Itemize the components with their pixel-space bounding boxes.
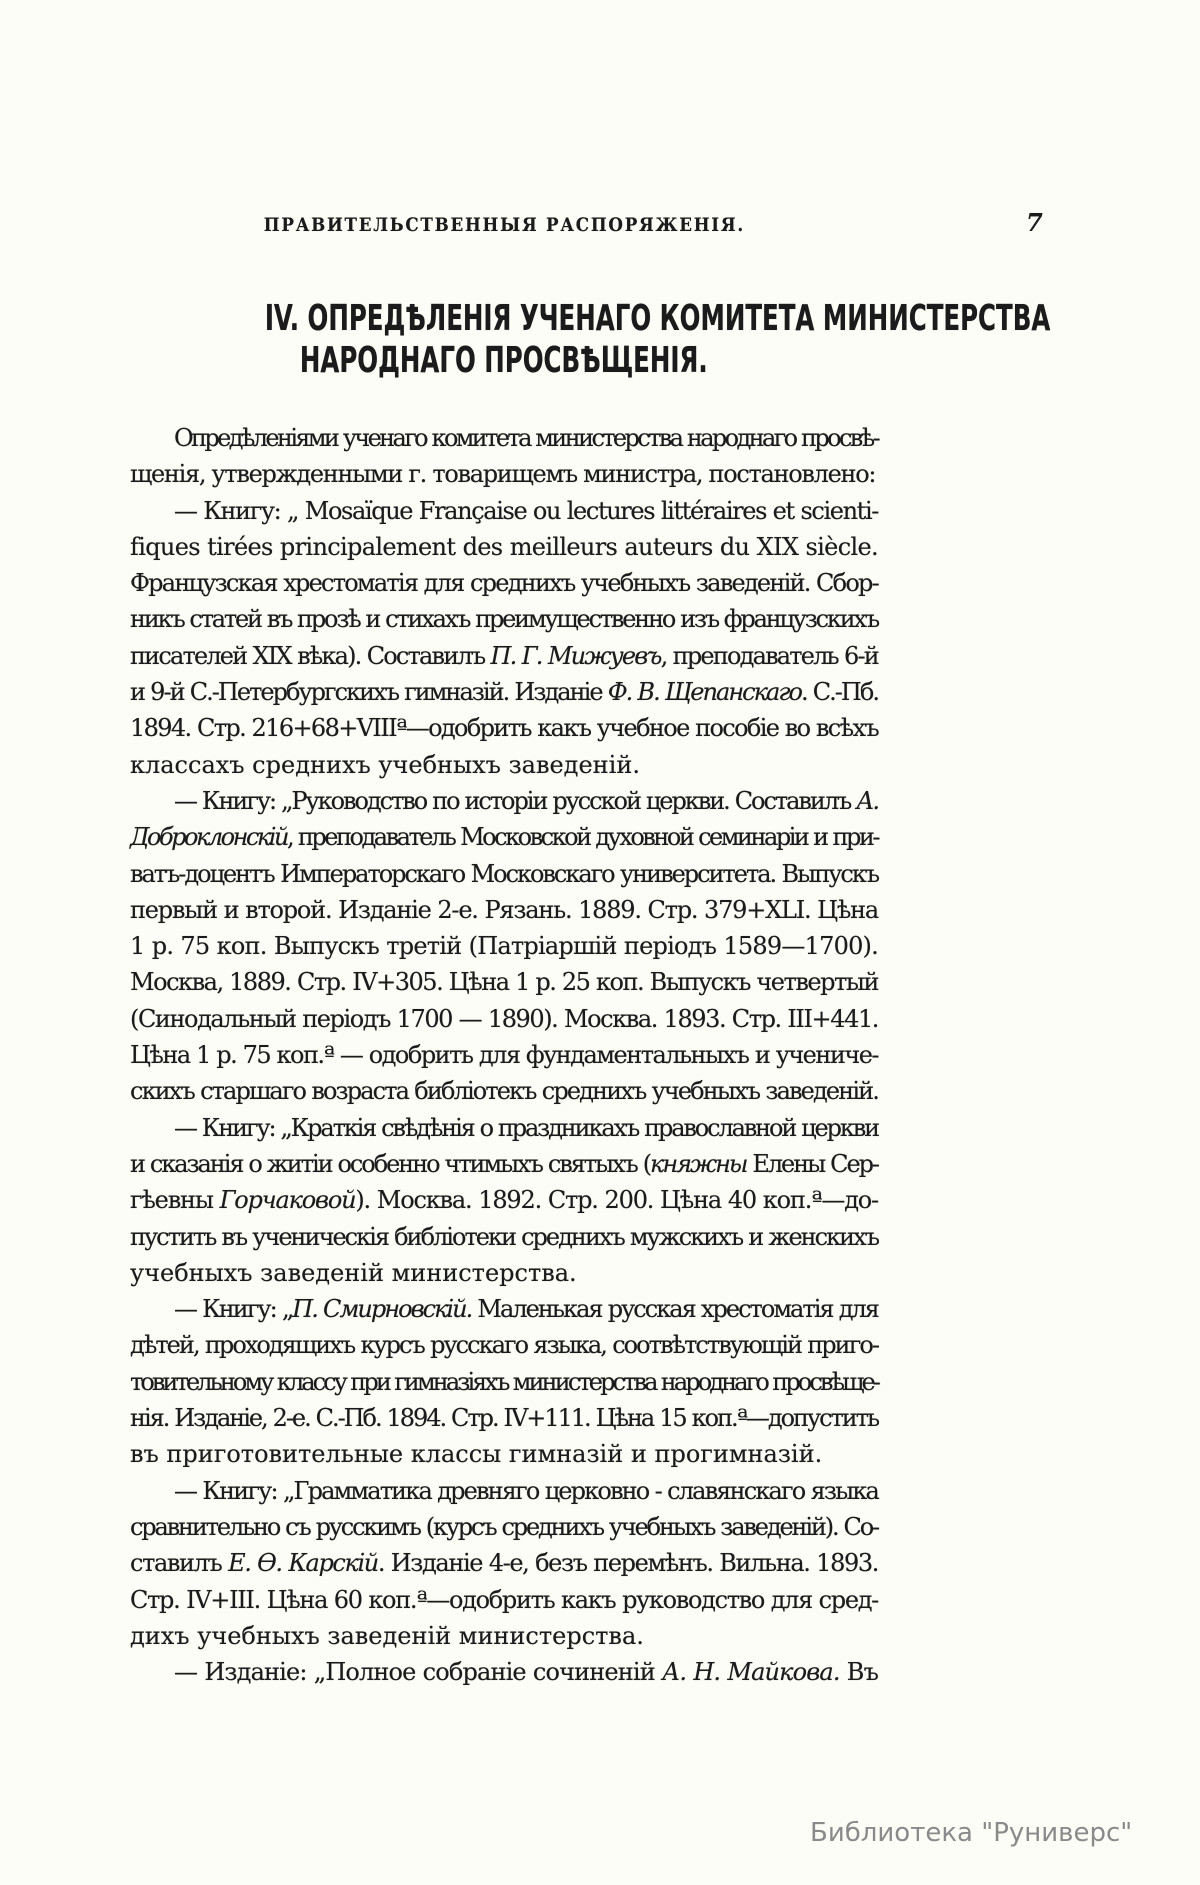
body-line-italic-segment: А. [856,786,878,815]
body-text [130,420,878,1690]
body-line-segment: Елены Сер- [746,1149,878,1178]
body-line-segment: — Изданіе: „Полное собраніе сочиненій [174,1658,663,1687]
body-line [130,1545,878,1581]
body-line-segment: (Синодальный періодъ 1700 — 1890). Москва. 1893. Стр. III+441. [130,1004,878,1033]
body-line [130,1255,878,1291]
body-line-segment: дихъ учебныхъ заведеній министерства. [130,1621,644,1650]
body-line [130,783,878,819]
body-line-segment: 1894. Стр. 216+68+VIIIª—одобрить какъ учебное пособіе во всѣхъ [130,714,878,743]
body-line [130,1146,878,1182]
body-line-segment: никъ статей въ прозѣ и стихахъ преимущественно изъ французскихъ [130,605,878,634]
body-line [130,1037,878,1073]
body-line-segment: — Книгу: „ [174,1295,293,1324]
body-line [130,1509,878,1545]
body-line-segment: 1 р. 75 коп. Выпускъ третій (Патріаршій періодъ 1589—1700). [130,932,878,961]
body-line-segment: . С.-Пб. [800,678,879,707]
body-line [130,493,878,529]
body-line [130,1073,878,1109]
body-line-segment: . Изданіе 4-е, безъ перемѣнъ. Вильна. 1893. [377,1549,878,1578]
body-line [130,710,878,746]
body-line-segment: Стр. IV+III. Цѣна 60 коп.ª—одобрить какъ руководство для сред- [130,1585,878,1614]
body-line [130,964,878,1000]
body-line [130,856,878,892]
body-line [130,638,878,674]
body-line [130,601,878,637]
body-line [130,1327,878,1363]
body-line-segment: Маленькая русская хрестоматія для [471,1295,878,1324]
body-line-segment: учебныхъ заведеній министерства. [130,1258,577,1287]
body-line [130,1400,878,1436]
body-line-segment: ). Москва. 1892. Стр. 200. Цѣна 40 коп.ª—до- [355,1186,878,1215]
body-line-segment: пустить въ ученическія библіотеки среднихъ мужскихъ и женскихъ [130,1222,878,1251]
body-line [130,565,878,601]
body-line-italic-segment: княжны [650,1149,747,1178]
body-line-segment: писателей XIX вѣка). Составилъ [130,641,491,670]
body-line [130,1582,878,1618]
body-line [130,1001,878,1037]
body-line-segment: — Книгу: „ Mosaïque Française ou lectures littéraires et scienti- [174,496,878,525]
body-line-segment: — Книгу: „Руководство по исторіи русской церкви. Составилъ [174,786,857,815]
body-line-segment: сравнительно съ русскимъ (курсъ среднихъ учебныхъ заведеній). Со- [130,1512,878,1541]
running-header [130,214,878,236]
body-line-italic-segment: Ф. В. Щепанскаго [607,678,801,707]
body-line-italic-segment: Доброклонскій [130,823,287,852]
watermark: Библиотека "Руниверс" [810,1818,1133,1848]
body-line-segment: Въ [839,1658,878,1687]
body-line-segment: гѣевны [130,1186,220,1215]
body-line [130,819,878,855]
body-line-segment: Опредѣленіями ученаго комитета министерства народнаго просвѣ- [174,424,878,452]
body-line-segment: Москва, 1889. Стр. IV+305. Цѣна 1 р. 25 коп. Выпускъ четвертый [130,968,878,997]
body-line [130,928,878,964]
body-line-segment: ватъ-доцентъ Императорскаго Московскаго университета. Выпускъ [130,859,878,888]
body-line [130,1182,878,1218]
body-line-segment: , преподаватель 6-й [660,641,878,670]
body-line-segment: въ приготовительные классы гимназій и прогимназій. [130,1440,823,1469]
section-title-line1: IV. ОПРЕДѢЛЕНІЯ УЧЕНАГО КОМИТЕТА МИНИСТЕРСТВА [264,298,1051,339]
body-line [130,420,878,456]
body-line-segment: и 9-й С.-Петербургскихъ гимназій. Изданіе [130,678,608,707]
body-line [130,747,878,783]
body-line-segment: дѣтей, проходящихъ курсъ русскаго языка, соотвѣтствующій приго- [130,1331,878,1360]
body-line-segment: fiques tirées principalement des meilleurs auteurs du XIX siècle. [130,532,878,561]
body-line-segment: , преподаватель Московской духовной семинаріи и при- [286,823,878,852]
body-line [130,1473,878,1509]
body-line-segment: — Книгу: „Краткія свѣдѣнія о праздникахъ православной церкви [174,1113,878,1142]
body-line [130,1436,878,1472]
body-line [130,456,878,492]
body-line-segment: первый и второй. Изданіе 2-е. Рязань. 1889. Стр. 379+XLI. Цѣна [130,895,878,924]
body-line-italic-segment: А. Н. Майкова. [662,1658,840,1687]
section-title-line2: НАРОДНАГО ПРОСВѢЩЕНІЯ. [300,340,708,381]
body-line [130,1291,878,1327]
body-line-segment: — Книгу: „Грамматика древняго церковно - славянскаго языка [174,1476,878,1505]
section-title [80,298,1051,382]
body-line-segment: классахъ среднихъ учебныхъ заведеній. [130,750,640,779]
body-line-italic-segment: П. Смирновскій. [292,1295,472,1324]
body-line [130,1219,878,1255]
body-line-segment: Французская хрестоматія для среднихъ учебныхъ заведеній. Сбор- [130,569,878,598]
body-line [130,1110,878,1146]
body-line [130,529,878,565]
body-line-italic-segment: П. Г. Мижуевъ [490,641,661,670]
body-line [130,1654,878,1690]
running-header-text: ПРАВИТЕЛЬСТВЕННЫЯ РАСПОРЯЖЕНІЯ. [263,214,745,236]
body-line-segment: товительному классу при гимназіяхъ министерства народнаго просвѣще- [130,1367,878,1396]
body-line [130,1618,878,1654]
body-line-segment: Цѣна 1 р. 75 коп.ª — одобрить для фундаментальныхъ и учениче- [130,1041,878,1070]
body-line-segment: щенія, утвержденными г. товарищемъ министра, постановлено: [130,460,876,489]
body-line [130,892,878,928]
body-line [130,1364,878,1400]
body-line-segment: скихъ старшаго возраста библіотекъ среднихъ учебныхъ заведеній. [130,1077,878,1106]
body-line-segment: и сказанія о житіи особенно чтимыхъ святыхъ ( [130,1149,651,1178]
body-line-segment: нія. Изданіе, 2-е. С.-Пб. 1894. Стр. IV+111. Цѣна 15 коп.ª—допустить [130,1404,878,1433]
body-line [130,674,878,710]
body-line-segment: ставилъ [130,1549,229,1578]
body-line-italic-segment: Горчаковой [219,1186,356,1215]
body-line-italic-segment: Е. Ѳ. Карскій [228,1549,378,1578]
page-number: 7 [1026,208,1043,237]
